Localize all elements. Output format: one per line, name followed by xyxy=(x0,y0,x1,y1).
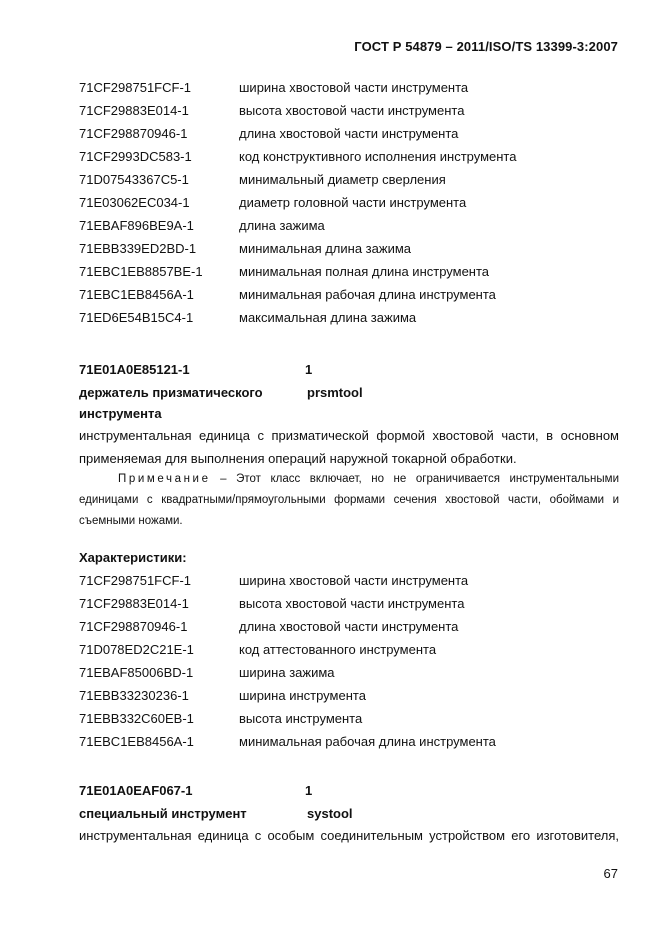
property-code: 71D07543367C5-1 xyxy=(79,172,189,187)
entry-name: держатель призматического xyxy=(79,385,263,400)
list-item xyxy=(79,287,619,310)
property-code: 71ED6E54B15C4-1 xyxy=(79,310,194,325)
characteristics-list-2 xyxy=(79,573,619,757)
note-line: единицами с квадратными/прямоугольными формами сечения хвостовой части, обоймами и xyxy=(79,494,619,506)
property-description: минимальный диаметр сверления xyxy=(239,172,446,187)
note-label: Примечание xyxy=(118,473,211,485)
entry-version: 1 xyxy=(305,783,313,798)
list-item xyxy=(79,103,619,126)
characteristics-list-1 xyxy=(79,80,619,333)
list-item xyxy=(79,596,619,619)
entry-symbol: prsmtool xyxy=(307,385,363,400)
property-description: максимальная длина зажима xyxy=(239,310,417,325)
property-code: 71CF29883E014-1 xyxy=(79,103,189,118)
property-code: 71CF29883E014-1 xyxy=(79,596,189,611)
property-code: 71CF298870946-1 xyxy=(79,619,188,634)
note-line xyxy=(79,469,619,490)
list-item xyxy=(79,310,619,333)
entry-code: 71E01A0EAF067-1 xyxy=(79,783,193,798)
entry-version: 1 xyxy=(305,362,313,377)
property-description: длина хвостовой части инструмента xyxy=(239,126,459,141)
entry-code-line xyxy=(79,783,313,799)
entry-code-line xyxy=(79,362,313,378)
characteristics-heading: Характеристики: xyxy=(79,550,187,565)
property-code: 71EBC1EB8857BE-1 xyxy=(79,264,203,279)
property-code: 71EBAF896BE9A-1 xyxy=(79,218,194,233)
property-code: 71EBB332C60EB-1 xyxy=(79,711,194,726)
page-number: 67 xyxy=(603,866,618,881)
entry-name-line xyxy=(79,385,363,401)
property-code: 71EBAF85006BD-1 xyxy=(79,665,194,680)
property-description: ширина инструмента xyxy=(239,688,366,703)
property-description: код аттестованного инструмента xyxy=(239,642,437,657)
list-item xyxy=(79,80,619,103)
list-item xyxy=(79,241,619,264)
property-description: ширина зажима xyxy=(239,665,335,680)
property-code: 71EBC1EB8456A-1 xyxy=(79,287,194,302)
property-description: ширина хвостовой части инструмента xyxy=(239,573,469,588)
property-description: код конструктивного исполнения инструмента xyxy=(239,149,517,164)
property-description: высота хвостовой части инструмента xyxy=(239,103,465,118)
property-code: 71CF298751FCF-1 xyxy=(79,573,191,588)
property-description: минимальная полная длина инструмента xyxy=(239,264,490,279)
entry-name-line xyxy=(79,806,353,822)
page-header: ГОСТ Р 54879 – 2011/ISO/TS 13399-3:2007 xyxy=(354,39,618,54)
property-description: длина хвостовой части инструмента xyxy=(239,619,459,634)
definition-line: инструментальная единица с призматической формой хвостовой части, в основном xyxy=(79,428,619,443)
property-code: 71EBC1EB8456A-1 xyxy=(79,734,194,749)
property-code: 71CF298751FCF-1 xyxy=(79,80,191,95)
list-item xyxy=(79,264,619,287)
property-description: минимальная рабочая длина инструмента xyxy=(239,734,496,749)
list-item xyxy=(79,619,619,642)
entry-name-line-2: инструмента xyxy=(79,406,162,421)
entry-note xyxy=(79,469,619,532)
list-item xyxy=(79,172,619,195)
list-item xyxy=(79,126,619,149)
property-description: длина зажима xyxy=(239,218,325,233)
list-item xyxy=(79,642,619,665)
entry-code: 71E01A0E85121-1 xyxy=(79,362,190,377)
list-item xyxy=(79,149,619,172)
definition-line: инструментальная единица с особым соединительным устройством его изготовителя, xyxy=(79,828,619,843)
list-item xyxy=(79,573,619,596)
property-description: диаметр головной части инструмента xyxy=(239,195,467,210)
list-item xyxy=(79,665,619,688)
list-item xyxy=(79,734,619,757)
property-code: 71D078ED2C21E-1 xyxy=(79,642,194,657)
entry-symbol: systool xyxy=(307,806,353,821)
entry-definition xyxy=(79,424,619,470)
property-description: ширина хвостовой части инструмента xyxy=(239,80,469,95)
note-text: – Этот класс включает, но не ограничивается инструментальными xyxy=(210,473,619,485)
definition-line: применяемая для выполнения операций наружной токарной обработки. xyxy=(79,451,517,466)
list-item xyxy=(79,688,619,711)
entry-name: специальный инструмент xyxy=(79,806,247,821)
property-code: 71CF2993DC583-1 xyxy=(79,149,192,164)
property-code: 71EBB339ED2BD-1 xyxy=(79,241,197,256)
property-description: минимальная длина зажима xyxy=(239,241,411,256)
property-description: высота инструмента xyxy=(239,711,363,726)
note-line: съемными ножами. xyxy=(79,515,183,527)
property-description: высота хвостовой части инструмента xyxy=(239,596,465,611)
property-code: 71E03062EC034-1 xyxy=(79,195,190,210)
list-item xyxy=(79,711,619,734)
property-code: 71CF298870946-1 xyxy=(79,126,188,141)
list-item xyxy=(79,195,619,218)
property-code: 71EBB33230236-1 xyxy=(79,688,189,703)
property-description: минимальная рабочая длина инструмента xyxy=(239,287,496,302)
list-item xyxy=(79,218,619,241)
entry-definition xyxy=(79,824,619,847)
